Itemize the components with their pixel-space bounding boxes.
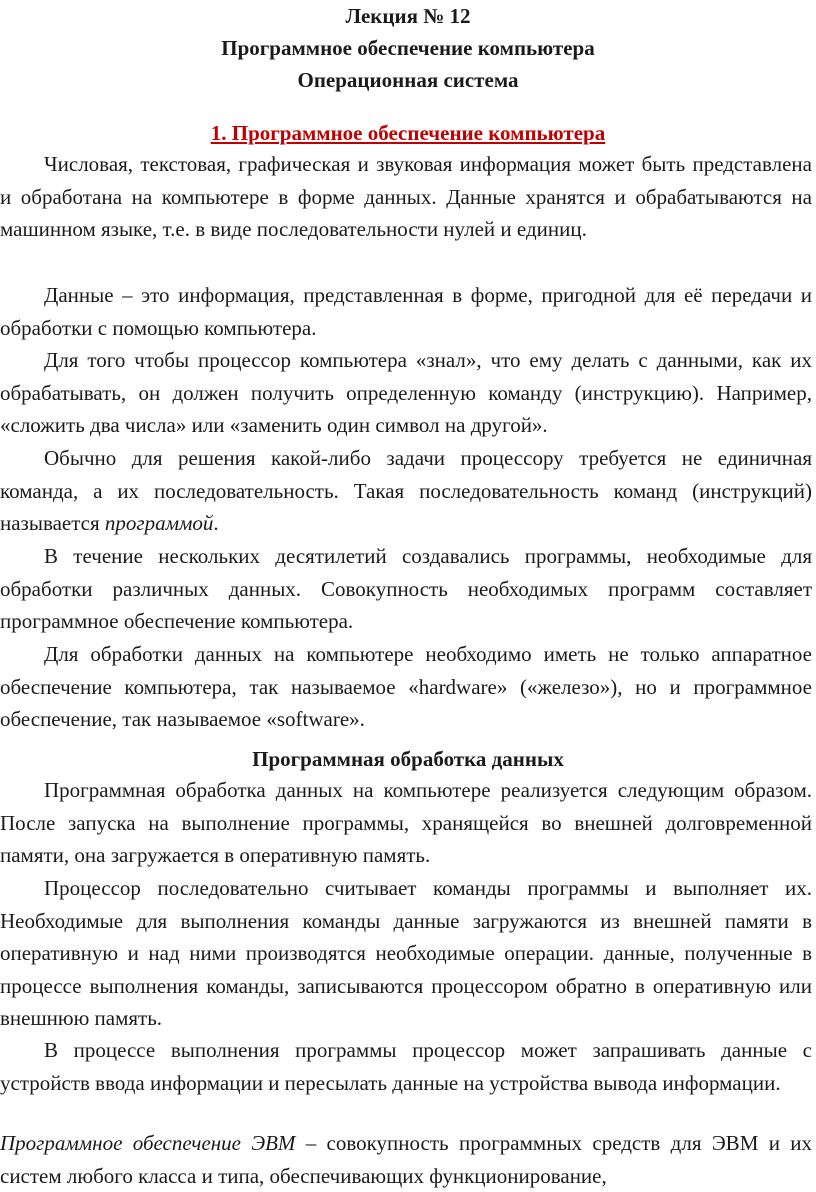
- section-heading: 1. Программное обеспечение компьютера: [210, 121, 606, 145]
- paragraph: Процессор последовательно считывает команды программы и выполняет их. Необходимые для выполнения команды данные загружаются из внешней памяти в оперативную и над ними производятся необходимые операции. данные, полученные в процессе выполнения команды, записываются процессором обратно в оперативную или внешнюю память.: [0, 876, 812, 1030]
- paragraph: В течение нескольких десятилетий создавались программы, необходимые для обработки различных данных. Совокупность необходимых программ составляет программное обеспечение компьютера.: [0, 544, 812, 633]
- lecture-title: Программное обеспечение компьютера: [221, 36, 595, 60]
- paragraph: Программная обработка данных на компьютере реализуется следующим образом. После запуска на выполнение программы, хранящейся во внешней долговременной памяти, она загружается в оперативную память.: [0, 778, 812, 867]
- lecture-subtitle: Операционная система: [297, 68, 519, 92]
- subsection-heading: Программная обработка данных: [252, 747, 564, 771]
- lecture-number: Лекция № 12: [345, 4, 471, 28]
- paragraph: Данные – это информация, представленная в форме, пригодной для её передачи и обработки с помощью компьютера.: [0, 283, 812, 340]
- definition-paragraph: [0, 1127, 812, 1192]
- paragraph: Для того чтобы процессор компьютера «знал», что ему делать с данными, как их обрабатывать, он должен получить определенную команду (инструкцию). Например, «сложить два числа» или «заменить один символ на другой».: [0, 348, 812, 437]
- paragraph-text: Обычно для решения какой-либо задачи процессору требуется не единичная команда, а их последовательность. Такая последовательность команд (инструкций) называется: [0, 446, 812, 535]
- emphasis-term: программой: [104, 511, 214, 535]
- paragraph: Числовая, текстовая, графическая и звуковая информация может быть представлена и обработана на компьютере в форме данных. Данные хранятся и обрабатываются на машинном языке, т.е. в виде последовательности нулей и единиц.: [0, 152, 812, 241]
- definition-text: – совокупность программных средств для ЭВМ и их систем любого класса и типа, обеспечивающих функционирование,: [0, 1131, 812, 1188]
- paragraph: В процессе выполнения программы процессор может запрашивать данные с устройств ввода информации и пересылать данные на устройства вывода информации.: [0, 1038, 812, 1095]
- paragraph: Для обработки данных на компьютере необходимо иметь не только аппаратное обеспечение компьютера, так называемое «hardware» («железо»), но и программное обеспечение, так называемое «software».: [0, 642, 812, 731]
- paragraph: [0, 442, 812, 540]
- paragraph-end: .: [213, 511, 219, 535]
- definition-term: Программное обеспечение ЭВМ: [0, 1131, 296, 1155]
